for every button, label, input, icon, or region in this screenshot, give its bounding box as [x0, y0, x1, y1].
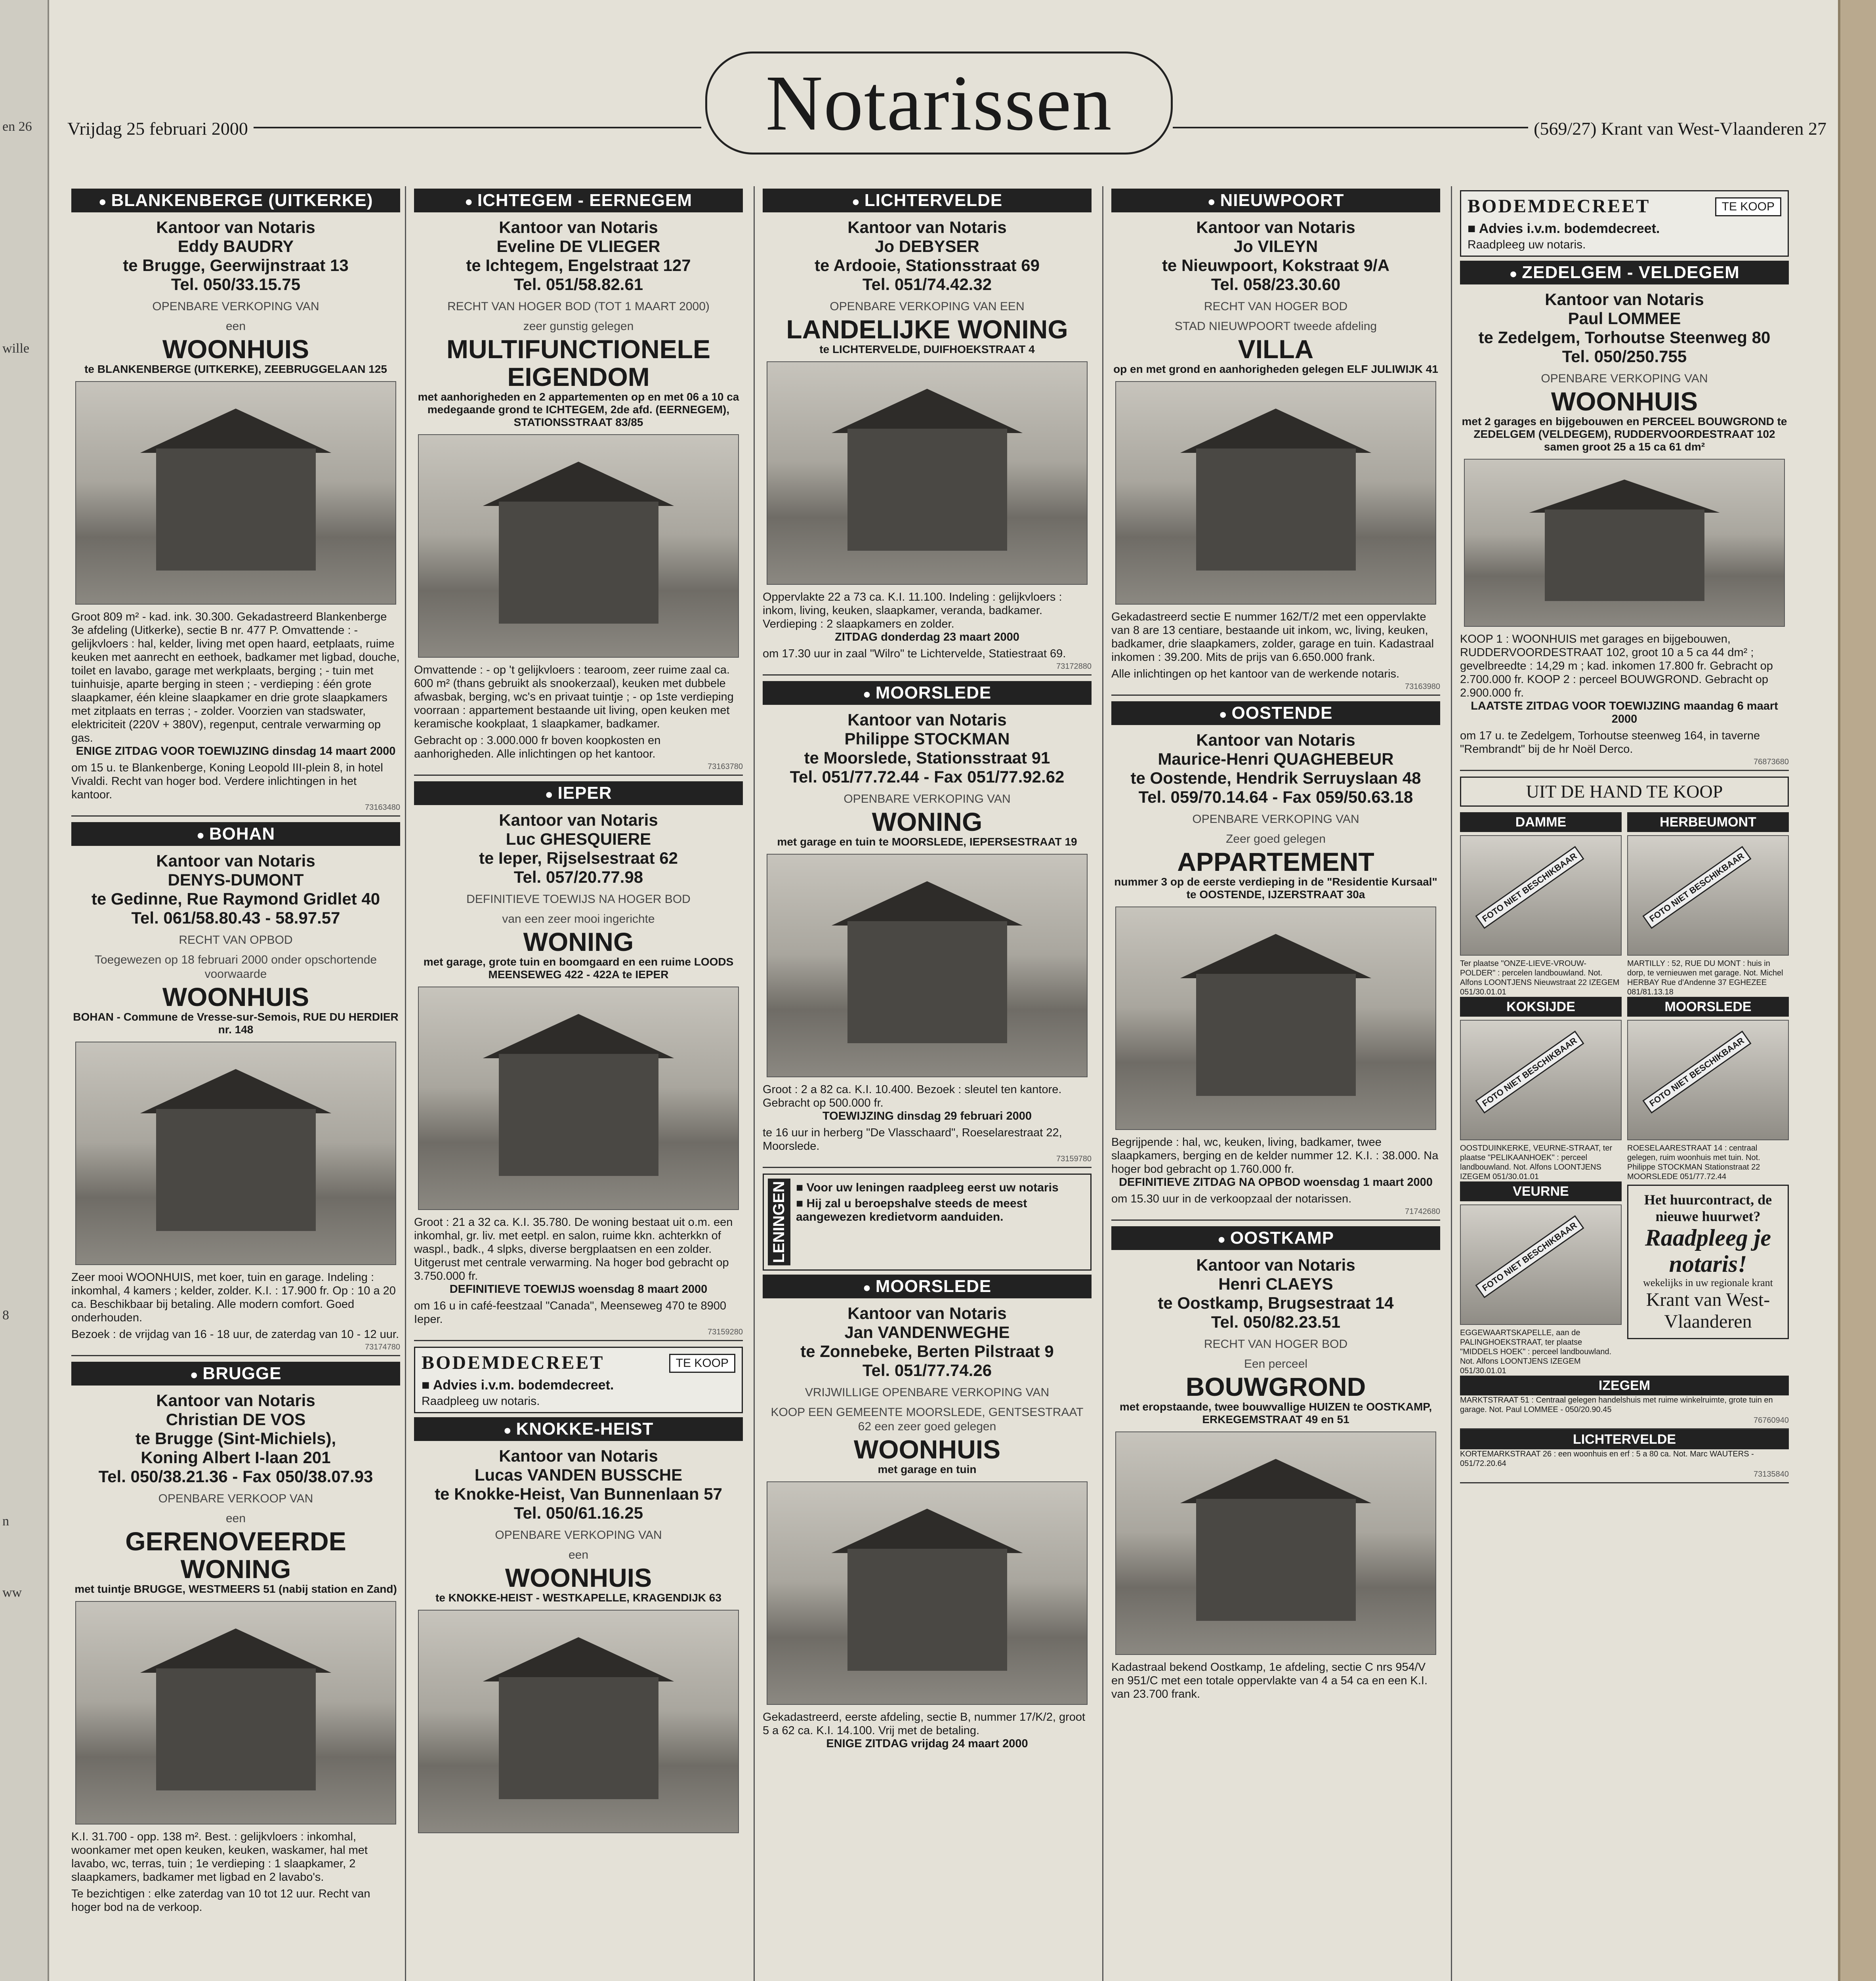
leningen-item: ■ Hij zal u beroepshalve steeds de meest aangewezen kredietvorm aanduiden.: [796, 1197, 1027, 1223]
property-photo: [418, 1610, 739, 1833]
property-address: nummer 3 op de eerste verdieping in de "Residentie Kursaal" te OOSTENDE, IJZERSTRAAT 30a: [1114, 876, 1437, 901]
office-line: Kantoor van Notaris: [1196, 218, 1355, 237]
sale-subtype: Toegewezen op 18 februari 2000 onder opschortende voorwaarde: [94, 953, 377, 981]
notice-body: Kadastraal bekend Oostkamp, 1e afdeling, sectie C nrs 954/V en 951/C met een totale oppervlakte van 4 a 54 ca en een K.I. van 23.700 frank.: [1111, 1661, 1428, 1700]
sale-type: RECHT VAN HOGER BOD: [1204, 1338, 1348, 1351]
office-line: Tel. 058/23.30.60: [1211, 275, 1341, 294]
notary-notice: [414, 781, 743, 1341]
property-title: WOONHUIS: [162, 334, 309, 364]
ad-code: 73163980: [1111, 682, 1440, 696]
office-line: Lucas VANDEN BUSSCHE: [474, 1466, 683, 1484]
listing-town: KOKSIJDE: [1460, 997, 1622, 1017]
notary-office: [1111, 1256, 1440, 1332]
office-line: Kantoor van Notaris: [499, 1447, 658, 1465]
notary-notice: [71, 189, 400, 817]
leningen-label: LENINGEN: [768, 1179, 790, 1265]
office-line: Tel. 051/77.72.44 - Fax 051/77.92.62: [790, 767, 1065, 786]
property-photo: [1464, 459, 1785, 627]
office-line: Christian DE VOS: [166, 1410, 306, 1429]
bodemdecreet-note: Raadpleeg uw notaris.: [1468, 238, 1586, 251]
notice-body-extra: te 16 uur in herberg "De Vlasschaard", Roeselarestraat 22, Moorslede.: [763, 1126, 1062, 1153]
office-line: te Nieuwpoort, Kokstraat 9/A: [1162, 256, 1390, 275]
listing-text: ROESELAARESTRAAT 14 : centraal gelegen, ruim woonhuis met tuin. Not. Philippe STOCKMAN Stationstraat 22 MOORSLEDE 051/77.72.44: [1627, 1144, 1760, 1181]
property-photo: [418, 434, 739, 658]
ad-code: 73159280: [414, 1328, 743, 1341]
sale-date: LAATSTE ZITDAG VOOR TOEWIJZING maandag 6 maart 2000: [1471, 700, 1778, 725]
listing-cell: [1627, 997, 1789, 1181]
office-line: DENYS-DUMONT: [168, 870, 304, 889]
office-line: Philippe STOCKMAN: [844, 729, 1010, 748]
photo-unavailable-label: FOTO NIET BESCHIKBAAR: [1475, 846, 1584, 929]
notary-notice: [71, 1362, 400, 1914]
column-5: [1460, 186, 1789, 1981]
office-line: Jo VILEYN: [1233, 237, 1318, 256]
right-page-edge: [1838, 0, 1876, 1981]
office-line: Maurice-Henri QUAGHEBEUR: [1158, 750, 1394, 768]
page-date: Vrijdag 25 februari 2000: [67, 118, 254, 139]
office-line: te Ichtegem, Engelstraat 127: [466, 256, 691, 275]
property-address: met garage en tuin te MOORSLEDE, IEPERSESTRAAT 19: [777, 836, 1077, 848]
notary-notice: [414, 189, 743, 776]
listing-text: KORTEMARKSTRAAT 26 : een woonhuis en erf : 5 a 80 ca. Not. Marc WAUTERS - 051/72.20.64: [1460, 1450, 1754, 1468]
notary-office: [763, 218, 1092, 294]
region-header: ● BOHAN: [71, 822, 400, 846]
notice-body-extra: Bezoek : de vrijdag van 16 - 18 uur, de zaterdag van 10 - 12 uur.: [71, 1328, 399, 1341]
property-title: LANDELIJKE WONING: [786, 315, 1068, 344]
property-photo: [767, 361, 1088, 585]
property-title: WOONHUIS: [505, 1563, 652, 1592]
office-line: Tel. 057/20.77.98: [513, 868, 643, 886]
sale-type: OPENBARE VERKOPING VAN: [1192, 813, 1359, 826]
callout-question: Het huurcontract, de nieuwe huurwet?: [1644, 1192, 1772, 1224]
listing-cell: [1627, 1181, 1789, 1376]
property-title: WOONHUIS: [162, 982, 309, 1011]
column-rule: [754, 186, 755, 1981]
bodemdecreet-ad: [414, 1347, 743, 1413]
notary-notice: [1111, 1226, 1440, 1701]
notice-body-extra: om 15 u. te Blankenberge, Koning Leopold III-plein 8, in hotel Vivaldi. Recht van hoger bod. Verdere inlichtingen in het kantoor.: [71, 761, 383, 801]
property-title: GERENOVEERDE WONING: [125, 1527, 346, 1584]
office-line: Tel. 059/70.14.64 - Fax 059/50.63.18: [1138, 788, 1413, 806]
region-header: ● BLANKENBERGE (UITKERKE): [71, 189, 400, 212]
property-address: met aanhorigheden en 2 appartementen op en met 06 a 10 ca medegaande grond te ICHTEGEM, 2de afd. (EERNEGEM), STATIONSSTRAAT 83/85: [418, 391, 739, 428]
office-line: Jan VANDENWEGHE: [844, 1323, 1010, 1342]
listing-photo: [1460, 835, 1622, 956]
notice-body-extra: om 15.30 uur in de verkoopzaal der notarissen.: [1111, 1193, 1352, 1205]
notary-notice: [763, 189, 1092, 676]
notice-body: K.I. 31.700 - opp. 138 m². Best. : gelijkvloers : inkomhal, woonkamer met open keuken, keuken, waskamer, hal met lavabo, wc, terras, tuin ; 1e verdieping : 1 slaapkamer, 2 slaapkamers, badkamer met ligbad en 2 lavabo's.: [71, 1830, 368, 1884]
sale-subtype: een: [568, 1548, 589, 1561]
property-photo: [767, 854, 1088, 1077]
office-line: te Brugge, Geerwijnstraat 13: [123, 256, 349, 275]
office-line: Tel. 051/77.74.26: [862, 1361, 992, 1380]
notary-office: [763, 710, 1092, 786]
listing-town: LICHTERVELDE: [1460, 1429, 1789, 1449]
property-address: te BLANKENBERGE (UITKERKE), ZEEBRUGGELAAN 125: [84, 363, 387, 375]
notary-office: [1111, 731, 1440, 807]
notary-office: [71, 218, 400, 294]
region-header: ● MOORSLEDE: [763, 1275, 1092, 1298]
office-line: Tel. 050/250.755: [1562, 347, 1687, 366]
notice-body: Gekadastreerd sectie E nummer 162/T/2 met een oppervlakte van 8 are 13 centiare, bestaande uit inkom, wc, living, keuken, badkamer, drie slaapkamers, zolder, garage en tuin. Kadastraal inkomen : 39.200. Mits de prijs van 6.650.000 frank.: [1111, 611, 1434, 664]
notary-office: [71, 851, 400, 928]
page-header: [67, 52, 1826, 147]
office-line: Tel. 051/74.42.32: [862, 275, 992, 294]
sale-type: OPENBARE VERKOPING VAN: [495, 1529, 662, 1542]
sale-subtype: zeer gunstig gelegen: [523, 320, 634, 333]
listing-town: VEURNE: [1460, 1181, 1622, 1201]
callout-slogan: Raadpleeg je notaris!: [1645, 1225, 1771, 1277]
left-page-strip: [0, 0, 49, 1981]
listing-town: HERBEUMONT: [1627, 812, 1789, 832]
huurcontract-callout: [1627, 1185, 1789, 1339]
photo-unavailable-label: FOTO NIET BESCHIKBAAR: [1642, 1031, 1751, 1113]
strip-fragment: en 26: [2, 119, 32, 134]
notice-body-extra: Alle inlichtingen op het kantoor van de werkende notaris.: [1111, 668, 1400, 680]
office-line: Jo DEBYSER: [875, 237, 979, 256]
ad-code: 73159780: [763, 1155, 1092, 1168]
notary-office: [1460, 290, 1789, 366]
property-photo: [75, 1042, 396, 1265]
property-title: WOONHUIS: [853, 1434, 1001, 1464]
notice-body: Begrijpende : hal, wc, keuken, living, badkamer, twee slaapkamers, berging en de kelder nummer 12. K.I. : 38.000. Na hoger bod gebracht op 1.760.000 fr.: [1111, 1136, 1439, 1176]
region-header: ● OOSTENDE: [1111, 701, 1440, 725]
office-line: Tel. 050/61.16.25: [513, 1504, 643, 1522]
property-address: met garage en tuin: [878, 1463, 977, 1475]
ad-code: 71742680: [1111, 1207, 1440, 1221]
uit-de-hand-header: UIT DE HAND TE KOOP: [1460, 777, 1789, 807]
notary-office: [414, 218, 743, 294]
ad-code: 73135840: [1460, 1470, 1789, 1483]
notary-notice: [1111, 189, 1440, 696]
sale-type: DEFINITIEVE TOEWIJS NA HOGER BOD: [466, 893, 691, 906]
office-line: Kantoor van Notaris: [847, 218, 1007, 237]
ad-code: 73174780: [71, 1343, 400, 1356]
office-line: Kantoor van Notaris: [1196, 731, 1355, 749]
ad-code: 73172880: [763, 662, 1092, 676]
sale-date: DEFINITIEVE ZITDAG NA OPBOD woensdag 1 maart 2000: [1119, 1176, 1433, 1189]
page-title-box: [705, 52, 1173, 155]
notice-body-extra: om 17.30 uur in zaal "Wilro" te Lichtervelde, Statiestraat 69.: [763, 647, 1066, 660]
notary-notice: [71, 822, 400, 1356]
bodemdecreet-title: BODEMDECREET: [422, 1352, 605, 1373]
office-line: Luc GHESQUIERE: [506, 830, 651, 848]
property-photo: [75, 1601, 396, 1825]
region-header: ● MOORSLEDE: [763, 681, 1092, 705]
sale-type: OPENBARE VERKOOP VAN: [158, 1492, 313, 1505]
sale-subtype: Een perceel: [1244, 1357, 1308, 1370]
region-header: ● ICHTEGEM - EERNEGEM: [414, 189, 743, 212]
sale-subtype: Zeer goed gelegen: [1226, 832, 1326, 845]
property-photo: [1115, 1431, 1436, 1655]
office-line: te Oostende, Hendrik Serruyslaan 48: [1130, 769, 1421, 787]
bodemdecreet-line: ■ Advies i.v.m. bodemdecreet.: [422, 1378, 614, 1393]
office-line: te Gedinne, Rue Raymond Gridlet 40: [91, 889, 380, 908]
office-line: Eddy BAUDRY: [177, 237, 294, 256]
property-title: WOONHUIS: [1551, 387, 1698, 416]
property-title: WONING: [523, 927, 634, 956]
sale-date: TOEWIJZING dinsdag 29 februari 2000: [822, 1110, 1032, 1122]
office-line: te Zedelgem, Torhoutse Steenweg 80: [1478, 328, 1771, 347]
listing-row: [1460, 1181, 1789, 1376]
notice-body-extra: Te bezichtigen : elke zaterdag van 10 tot 12 uur. Recht van hoger bod na de verkoop.: [71, 1887, 370, 1914]
property-address: te LICHTERVELDE, DUIFHOEKSTRAAT 4: [819, 343, 1035, 355]
property-address: met eropstaande, twee bouwvallige HUIZEN te OOSTKAMP, ERKEGEMSTRAAT 49 en 51: [1119, 1401, 1432, 1426]
sale-type: RECHT VAN HOGER BOD (TOT 1 MAART 2000): [447, 300, 710, 313]
sale-subtype: STAD NIEUWPOORT tweede afdeling: [1174, 320, 1377, 333]
office-line: Kantoor van Notaris: [1545, 290, 1704, 309]
property-title: BOUWGROND: [1185, 1372, 1366, 1401]
listing-row: [1460, 812, 1789, 997]
property-address: BOHAN - Commune de Vresse-sur-Semois, RUE DU HERDIER nr. 148: [73, 1011, 399, 1036]
listing-photo: [1460, 1204, 1622, 1325]
callout-paper: Krant van West-Vlaanderen: [1646, 1289, 1770, 1332]
column-1: [71, 186, 400, 1981]
ad-code: 76760940: [1460, 1416, 1789, 1429]
office-line: Tel. 050/82.23.51: [1211, 1313, 1341, 1331]
strip-fragment: 8: [2, 1308, 9, 1323]
listing-text: MARTILLY : 52, RUE DU MONT : huis in dorp, te vernieuwen met garage. Not. Michel HERBAY Rue d'Andenne 37 EGHEZEE 081/81.13.18: [1627, 959, 1783, 996]
property-address: te KNOKKE-HEIST - WESTKAPELLE, KRAGENDIJK 63: [435, 1592, 721, 1604]
notice-body: Omvattende : - op 't gelijkvloers : tearoom, zeer ruime zaal ca. 600 m² (thans gebruikt als snookerzaal), keuken met dubbele afwasbak, berging, wc's en privaat tuintje ; - op 1ste verdieping voorraan : appartement bestaande uit living, open keuken met keramische kookplaat, 1 slaapkamer, badkamer.: [414, 664, 734, 730]
strip-fragment: wille: [2, 341, 29, 356]
listing-cell: [1460, 997, 1622, 1181]
notice-body: Zeer mooi WOONHUIS, met koer, tuin en garage. Indeling : inkomhal, 4 kamers ; kelder, zolder. K.I. : 17.900 fr. Op : 10 a 20 ca. Beschikbaar bij betaling. Alle modern comfort. Goed onderhouden.: [71, 1271, 396, 1324]
listing-text: Ter plaatse "ONZE-LIEVE-VROUW-POLDER" : percelen landbouwland. Not. Alfons LOONTJENS Nieuwstraat 22 IZEGEM 051/30.01.01: [1460, 959, 1620, 996]
office-line: Koning Albert I-laan 201: [141, 1448, 331, 1467]
ad-code: 73163780: [414, 762, 743, 776]
notary-notice: [763, 681, 1092, 1168]
notice-body-extra: Gebracht op : 3.000.000 fr boven koopkosten en aanhorigheden. Alle inlichtingen op het kantoor.: [414, 734, 661, 760]
property-title: MULTIFUNCTIONELE EIGENDOM: [446, 334, 711, 391]
te-koop-sign: TE KOOP: [669, 1354, 735, 1373]
notice-body-extra: om 17 u. te Zedelgem, Torhoutse steenweg 164, in taverne "Rembrandt" bij de hr Noël Derco.: [1460, 729, 1760, 756]
photo-unavailable-label: FOTO NIET BESCHIKBAAR: [1475, 1215, 1584, 1298]
page-title: Notarissen: [765, 59, 1113, 147]
listing-text: OOSTDUINKERKE, VEURNE-STRAAT, ter plaatse "PELIKAANHOEK" : perceel landbouwland. Not. Alfons LOONTJENS IZEGEM 051/30.01.01: [1460, 1144, 1613, 1181]
property-photo: [767, 1481, 1088, 1705]
bodemdecreet-line: ■ Advies i.v.m. bodemdecreet.: [1468, 221, 1660, 236]
sale-subtype: een: [225, 320, 246, 333]
ad-code: 73163480: [71, 803, 400, 817]
column-4: [1111, 186, 1440, 1981]
office-line: Kantoor van Notaris: [156, 1391, 315, 1410]
ad-code: 76873680: [1460, 758, 1789, 771]
bodemdecreet-note: Raadpleeg uw notaris.: [422, 1395, 540, 1408]
property-title: WONING: [872, 807, 983, 836]
leningen-item: ■ Voor uw leningen raadpleeg eerst uw notaris: [796, 1181, 1059, 1194]
notary-office: [1111, 218, 1440, 294]
region-header: ● KNOKKE-HEIST: [414, 1417, 743, 1441]
property-address: op en met grond en aanhorigheden gelegen ELF JULIWIJK 41: [1113, 363, 1438, 375]
strip-fragment: ww: [2, 1585, 22, 1600]
office-line: te Oostkamp, Brugsestraat 14: [1158, 1294, 1394, 1312]
office-line: Kantoor van Notaris: [499, 811, 658, 829]
notary-notice: [763, 1275, 1092, 1750]
office-line: Henri CLAEYS: [1218, 1275, 1333, 1293]
leningen-items: [796, 1179, 1086, 1265]
office-line: te Ieper, Rijselsestraat 62: [479, 849, 678, 867]
listing-photo: [1627, 835, 1789, 956]
listing-town: IZEGEM: [1460, 1376, 1789, 1395]
listing-text: EGGEWAARTSKAPELLE, aan de PALINGHOEKSTRAAT, ter plaatse "MIDDELS HOEK" : perceel landbouwland. Not. Alfons LOONTJENS IZEGEM 051/30.01.01: [1460, 1328, 1612, 1375]
sale-type: RECHT VAN HOGER BOD: [1204, 300, 1348, 313]
listing-row: [1460, 997, 1789, 1181]
column-3: [763, 186, 1092, 1981]
office-line: Eveline DE VLIEGER: [496, 237, 660, 256]
office-line: Tel. 050/33.15.75: [171, 275, 301, 294]
office-line: Paul LOMMEE: [1568, 309, 1681, 328]
office-line: Kantoor van Notaris: [847, 1303, 1007, 1323]
sale-date: ENIGE ZITDAG vrijdag 24 maart 2000: [826, 1737, 1028, 1750]
photo-unavailable-label: FOTO NIET BESCHIKBAAR: [1475, 1031, 1584, 1113]
listing-town: DAMME: [1460, 812, 1622, 832]
property-photo: [1115, 907, 1436, 1130]
sale-type: OPENBARE VERKOPING VAN EEN: [830, 300, 1025, 313]
region-header: ● IEPER: [414, 781, 743, 805]
office-line: Kantoor van Notaris: [499, 218, 658, 237]
property-photo: [75, 381, 396, 605]
column-rule: [1102, 186, 1103, 1981]
sale-date: ZITDAG donderdag 23 maart 2000: [835, 631, 1019, 643]
leningen-ad: [763, 1174, 1092, 1271]
listing-cell: [1627, 812, 1789, 997]
notice-body: Groot : 21 a 32 ca. K.I. 35.780. De woning bestaat uit o.m. een inkomhal, gr. liv. met eetpl. en salon, ruime kkn. achterkkn of waspl., badk., 4 slpks, diverse bergplaatsen en een zolder. Uitgerust met centrale verwarming. Na hoger bod gebracht op 3.750.000 fr.: [414, 1216, 733, 1282]
sale-date: ENIGE ZITDAG VOOR TOEWIJZING dinsdag 14 maart 2000: [76, 745, 396, 758]
column-rule: [405, 186, 406, 1981]
region-header: ● BRUGGE: [71, 1362, 400, 1386]
property-address: met garage, grote tuin en boomgaard en een ruime LOODS MEENSEWEG 422 - 422A te IEPER: [423, 956, 734, 981]
bodemdecreet-ad: [1460, 190, 1789, 257]
notice-body: Groot : 2 a 82 ca. K.I. 10.400. Bezoek : sleutel ten kantore. Gebracht op 500.000 fr.: [763, 1083, 1062, 1109]
office-line: te Zonnebeke, Berten Pilstraat 9: [800, 1342, 1054, 1361]
property-title: APPARTEMENT: [1177, 847, 1374, 876]
notary-office: [763, 1304, 1092, 1380]
notice-body: KOOP 1 : WOONHUIS met garages en bijgebouwen, RUDDERVOORDESTRAAT 102, groot 10 a 5 ca 44 dm² ; gevelbreedte : 14,29 m ; kad. inkomen 17.800 fr. Gebracht op 2.700.000 fr. KOOP 2 : perceel BOUWGROND. Gebracht op 2.900.000 fr.: [1460, 633, 1773, 699]
office-line: Kantoor van Notaris: [847, 710, 1007, 729]
page-number: (569/27) Krant van West-Vlaanderen 27: [1528, 118, 1826, 139]
office-line: te Brugge (Sint-Michiels),: [135, 1429, 336, 1448]
listing-cell: [1460, 812, 1622, 997]
column-rule: [1451, 186, 1452, 1981]
listing-cell: [1460, 1181, 1622, 1376]
notary-notice: [414, 1417, 743, 1833]
bodemdecreet-title: BODEMDECREET: [1468, 196, 1651, 217]
listing-photo: [1460, 1020, 1622, 1140]
notary-notice: [1111, 701, 1440, 1221]
sale-type: OPENBARE VERKOPING VAN: [1541, 372, 1708, 385]
office-line: te Knokke-Heist, Van Bunnenlaan 57: [435, 1485, 722, 1503]
office-line: Tel. 050/38.21.36 - Fax 050/38.07.93: [98, 1467, 373, 1486]
listing-photo: [1627, 1020, 1789, 1140]
listing-town: MOORSLEDE: [1627, 997, 1789, 1017]
office-line: Tel. 051/58.82.61: [513, 275, 643, 294]
region-header: ● ZEDELGEM - VELDEGEM: [1460, 261, 1789, 284]
office-line: te Ardooie, Stationsstraat 69: [815, 256, 1040, 275]
notice-body: Groot 809 m² - kad. ink. 30.300. Gekadastreerd Blankenberge 3e afdeling (Uitkerke), sectie B nr. 477 P. Omvattende : - gelijkvloers : hal, kelder, living met open haard, eetplaats, ruime keuken met aanrecht en eethoek, badkamer met ligbad, douche, toilet en lavabo, garage met werkplaats, berging ; - tuin met tuinhuisje, aparte berging in steen ; - verdieping : één grote slaapkamer, één kleine slaapkamer en drie grote slaapkamers met zitplaats en terras ; - zolder. Voorzien van stadswater, elektriciteit (220V + 380V), regenput, centrale verwarming op gas.: [71, 611, 400, 744]
sale-type: OPENBARE VERKOPING VAN: [844, 792, 1011, 805]
strip-fragment: n: [2, 1514, 9, 1529]
region-header: ● LICHTERVELDE: [763, 189, 1092, 212]
notice-body-extra: om 16 u in café-feestzaal "Canada", Meenseweg 470 te 8900 Ieper.: [414, 1300, 726, 1326]
property-address: met tuintje BRUGGE, WESTMEERS 51 (nabij station en Zand): [74, 1583, 397, 1595]
notice-body: Oppervlakte 22 a 73 ca. K.I. 11.100. Indeling : gelijkvloers : inkom, living, keuken, slaapkamer, veranda, badkamer. Verdieping : 2 slaapkamers en zolder.: [763, 591, 1062, 630]
notary-office: [414, 811, 743, 887]
property-title: VILLA: [1238, 334, 1314, 364]
office-line: Kantoor van Notaris: [1196, 1256, 1355, 1274]
column-2: [414, 186, 743, 1981]
office-line: te Moorslede, Stationsstraat 91: [804, 748, 1050, 767]
region-header: ● OOSTKAMP: [1111, 1226, 1440, 1250]
notary-notice: [1460, 261, 1789, 771]
sale-subtype: van een zeer mooi ingerichte: [502, 912, 655, 926]
office-line: Tel. 061/58.80.43 - 58.97.57: [131, 908, 340, 927]
sale-type: OPENBARE VERKOPING VAN: [152, 300, 319, 313]
listing-text: MARKTSTRAAT 51 : Centraal gelegen handelshuis met ruime winkelruimte, grote tuin en garage. Not. Paul LOMMEE - 050/20.90.45: [1460, 1396, 1773, 1414]
property-photo: [1115, 381, 1436, 605]
notice-body: Gekadastreerd, eerste afdeling, sectie B, nummer 17/K/2, groot 5 a 62 ca. K.I. 14.100. Vrij met de betaling.: [763, 1710, 1086, 1737]
sale-type: RECHT VAN OPBOD: [179, 933, 293, 947]
notary-office: [71, 1391, 400, 1486]
property-photo: [418, 987, 739, 1210]
notary-office: [414, 1447, 743, 1523]
region-header: ● NIEUWPOORT: [1111, 189, 1440, 212]
office-line: Kantoor van Notaris: [156, 851, 315, 870]
callout-note: wekelijks in uw regionale krant: [1643, 1277, 1773, 1288]
office-line: Kantoor van Notaris: [156, 218, 315, 237]
sale-type: VRIJWILLIGE OPENBARE VERKOPING VAN: [805, 1386, 1050, 1399]
te-koop-sign: TE KOOP: [1715, 197, 1781, 216]
sale-date: DEFINITIEVE TOEWIJS woensdag 8 maart 2000: [449, 1283, 708, 1296]
sale-subtype: KOOP EEN GEMEENTE MOORSLEDE, GENTSESTRAAT 62 een zeer goed gelegen: [771, 1405, 1084, 1433]
property-address: met 2 garages en bijgebouwen en PERCEEL BOUWGROND te ZEDELGEM (VELDEGEM), RUDDERVOORDESTRAAT 102 samen groot 25 a 15 ca 61 dm²: [1462, 415, 1787, 453]
photo-unavailable-label: FOTO NIET BESCHIKBAAR: [1642, 846, 1751, 929]
sale-subtype: een: [225, 1512, 246, 1525]
